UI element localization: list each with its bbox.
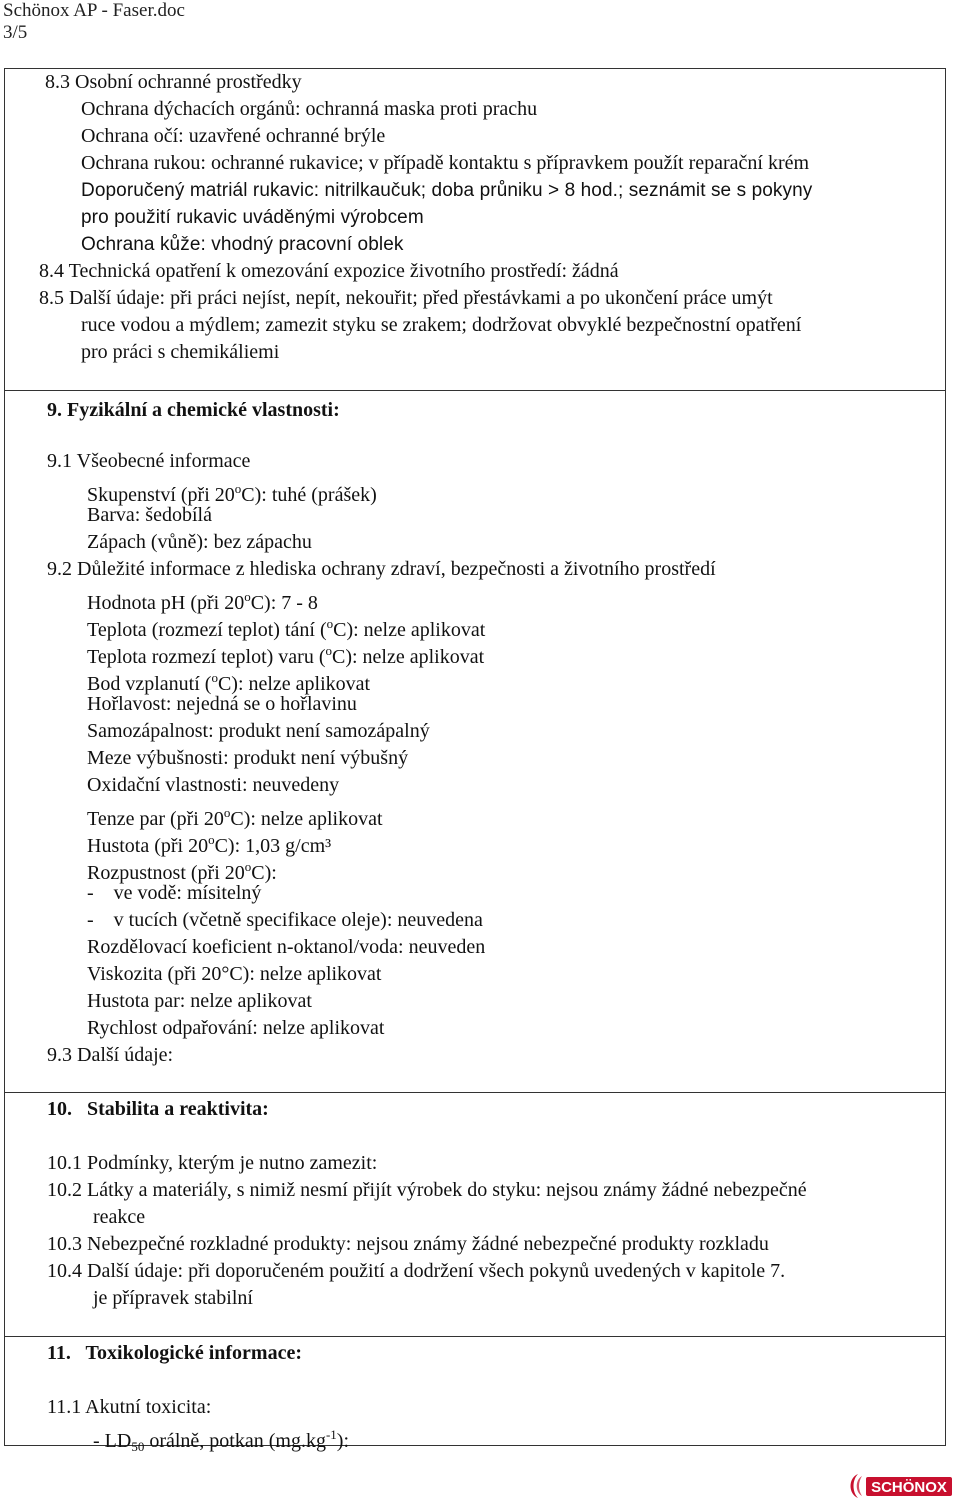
s10-line-3: reakce: [93, 1206, 146, 1228]
s8-line-7: Ochrana kůže: vhodný pracovní oblek: [81, 234, 404, 255]
s8-line-4: Ochrana rukou: ochranné rukavice; v případě kontaktu s přípravkem použít reparační krém: [81, 152, 810, 174]
s9-varu: Teplota rozmezí teplot) varu ($^o$C): nelze aplikovat: [87, 643, 485, 668]
s10-line-2: 10.2 Látky a materiály, s nimiž nesmí přijít výrobek do styku: nejsou známy žádné nebezpečné: [47, 1179, 807, 1201]
s9-hustota: Hustota (při 20$^o$C): 1,03 g/cm³: [87, 832, 332, 857]
s11-line-1: 11.1 Akutní toxicita:: [47, 1396, 212, 1418]
section-9-box: [4, 390, 946, 1093]
s8-line-11: pro práci s chemikáliemi: [81, 341, 280, 363]
s9-tenze: Tenze par (při 20$^o$C): nelze aplikovat: [87, 805, 383, 830]
s9-meze: Meze výbušnosti: produkt není výbušný: [87, 747, 409, 769]
s9-samozapalnost: Samozápalnost: produkt není samozápalný: [87, 720, 430, 742]
s9-bod-vzplanuti: Bod vzplanutí ($^o$C): nelze aplikovat: [87, 670, 371, 695]
s8-line-6: pro použití rukavic uváděnými výrobcem: [81, 207, 424, 228]
s9-horlavost: Hořlavost: nejedná se o hořlavinu: [87, 693, 357, 715]
s9-line-93: 9.3 Další údaje:: [47, 1044, 174, 1066]
s11-ld50: - $LD_{50}$ orálně, potkan $(mg.kg^{-1})$:: [93, 1427, 350, 1454]
s9-viskozita: Viskozita (při 20°C): nelze aplikovat: [87, 963, 382, 985]
s10-heading: 10. Stabilita a reaktivita:: [47, 1098, 269, 1120]
s9-line-92: 9.2 Důležité informace z hlediska ochrany zdraví, bezpečnosti a životního prostředí: [47, 558, 716, 580]
s9-hustota-par: Hustota par: nelze aplikovat: [87, 990, 312, 1012]
s10-line-5: 10.4 Další údaje: při doporučeném použití a dodržení všech pokynů uvedených v kapitole 7.: [47, 1260, 786, 1282]
s8-line-9: 8.5 Další údaje: při práci nejíst, nepít, nekouřit; před přestávkami a po ukončení práce umýt: [39, 287, 773, 309]
page-number: 3/5: [3, 22, 28, 43]
s8-line-1: 8.3 Osobní ochranné prostředky: [45, 71, 302, 93]
s8-line-5: Doporučený matriál rukavic: nitrilkaučuk; doba průniku > 8 hod.; seznámit se s pokyny: [81, 180, 813, 201]
schonox-logo: [846, 1470, 954, 1502]
logo-text: SCHÖNOX: [871, 1479, 947, 1496]
doc-title: Schönox AP - Faser.doc: [3, 0, 185, 21]
s9-rychlost: Rychlost odpařování: nelze aplikovat: [87, 1017, 385, 1039]
s10-line-1: 10.1 Podmínky, kterým je nutno zamezit:: [47, 1152, 378, 1174]
s11-heading: 11. Toxikologické informace:: [47, 1342, 302, 1364]
logo-swirl-icon: [851, 1474, 863, 1498]
s9-barva: Barva: šedobílá: [87, 504, 212, 526]
s9-voda: - ve vodě: mísitelný: [87, 882, 262, 904]
s8-line-2: Ochrana dýchacích orgánů: ochranná maska proti prachu: [81, 98, 538, 120]
s9-zapach: Zápach (vůně): bez zápachu: [87, 531, 312, 553]
s9-rozpustnost: Rozpustnost (při 20$^o$C):: [87, 859, 277, 884]
s9-oxidacni: Oxidační vlastnosti: neuvedeny: [87, 774, 340, 796]
s8-line-8: 8.4 Technická opatření k omezování expozice životního prostředí: žádná: [39, 260, 619, 282]
s8-line-10: ruce vodou a mýdlem; zamezit styku se zrakem; dodržovat obvyklé bezpečnostní opatření: [81, 314, 802, 336]
s10-line-4: 10.3 Nebezpečné rozkladné produkty: nejsou známy žádné nebezpečné produkty rozkladu: [47, 1233, 769, 1255]
s9-tani: Teplota (rozmezí teplot) tání ($^o$C): nelze aplikovat: [87, 616, 486, 641]
s9-line-91: 9.1 Všeobecné informace: [47, 450, 251, 472]
s9-tuky: - v tucích (včetně specifikace oleje): neuvedena: [87, 909, 483, 931]
section-8-box: [4, 68, 946, 391]
s9-ph: Hodnota pH (při 20$^o$C): 7 - 8: [87, 589, 318, 614]
s9-heading: 9. Fyzikální a chemické vlastnosti:: [47, 399, 340, 421]
section-10-box: [4, 1092, 946, 1337]
s10-line-6: je přípravek stabilní: [93, 1287, 253, 1309]
s9-skupenstvi: Skupenství (při 20$^o$C): tuhé (prášek): [87, 481, 377, 506]
section-11-box: [4, 1336, 946, 1454]
s8-line-3: Ochrana očí: uzavřené ochranné brýle: [81, 125, 386, 147]
s9-rozdelovaci: Rozdělovací koeficient n-oktanol/voda: neuveden: [87, 936, 486, 958]
